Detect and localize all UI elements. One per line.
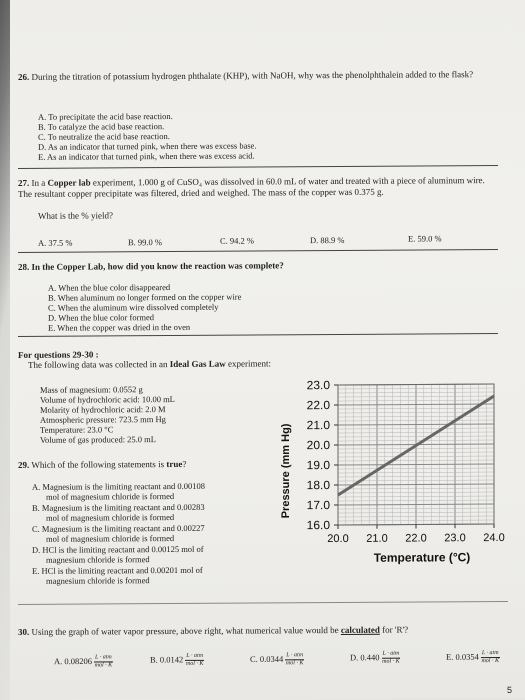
y-tick-label: 19.0 [306,458,330,473]
option-line-1: Magnesium is the limiting reactant and 0.00108 [42,480,206,492]
option-letter: A. [54,656,65,667]
question-28 [18,259,493,272]
option-b[interactable]: B. When aluminum no longer formed on the copper wire [48,291,242,303]
option-d[interactable] [32,544,204,565]
intro-bold: Ideal Gas Law [169,358,226,370]
option-line-2: magnesium chloride is formed [46,575,150,586]
y-axis-title: Pressure (mm Hg) [280,423,292,519]
data-volume-hcl: Volume of hydrochloric acid: 10.00 mL [40,393,175,405]
option-letter: C. [32,523,40,534]
option-value: 0.0354 [455,651,479,662]
option-letter: B. [32,502,40,513]
y-tick-label: 16.0 [306,518,330,533]
y-tick-label: 21.0 [306,418,330,433]
question-text-bold: Copper lab [47,177,91,188]
option-d[interactable]: D. As an indicator that turned pink, when there was excess base. [38,140,257,152]
option-value: 0.440 [360,652,380,663]
intro-rest: experiment: [227,358,271,369]
exam-page [10,0,525,700]
question-text-rest: for 'R'? [382,624,409,635]
option-e[interactable]: E. When the copper was dried in the oven [48,321,191,333]
question-text-prefix: In the [31,261,55,272]
x-tick-label: 21.0 [366,532,388,545]
y-tick-label: 20.0 [306,438,330,453]
question-text-prefix: Which of the following statements is [31,459,165,470]
question-number: 28. [18,261,30,272]
option-line-2: magnesium chloride is formed [46,554,150,565]
option-letter: E. [32,565,40,576]
option-letter: D. [350,652,361,663]
option-e[interactable] [446,650,500,665]
option-c[interactable] [32,523,205,544]
option-letter: D. [32,544,41,555]
data-pressure: Atmospheric pressure: 723.5 mm Hg [40,414,166,425]
unit-fraction [481,650,500,665]
unit-numerator: L · atm [481,650,500,658]
option-c[interactable] [250,652,304,667]
option-line-2: mol of magnesium chloride is formed [46,532,175,544]
unit-numerator: L · atm [94,654,113,662]
option-letter: C. [250,653,260,664]
vapor-pressure-chart [294,372,524,573]
question-text-bold: true [166,458,183,470]
data-temperature: Temperature: 23.0 °C [40,424,114,435]
option-a[interactable]: A. When the blue color disappeared [48,282,171,293]
question-text-prefix: In a [31,177,46,188]
option-b[interactable]: B. To catalyze the acid base reaction. [38,121,165,132]
option-letter: E. [446,651,456,662]
y-tick-label: 17.0 [306,498,330,513]
option-c[interactable]: C. 94.2 % [220,235,254,246]
data-molarity: Molarity of hydrochloric acid: 2.0 M [40,404,166,415]
option-line-1: Magnesium is the limiting reactant and 0.00227 [41,522,205,534]
question-number: 29. [18,459,30,470]
option-b[interactable] [150,653,204,668]
y-tick-label: 18.0 [306,478,330,493]
unit-fraction [285,652,304,667]
data-mass: Mass of magnesium: 0.0552 g [40,384,143,395]
option-c[interactable]: C. To neutralize the acid base reaction. [38,131,170,142]
section-intro [28,357,488,370]
y-tick-label: 23.0 [306,378,330,393]
question-text: During the titration of potassium hydrogen phthalate (KHP), with NaOH, why was the phenolphthalein added to the flask? [31,69,474,82]
unit-numerator: L · atm [185,653,204,661]
unit-denominator: mol · K [285,660,304,667]
question-27-prompt: What is the % yield? [38,210,113,221]
option-e[interactable]: E. As an indicator that turned pink, when there was excess acid. [38,150,255,162]
option-a[interactable] [32,481,205,502]
divider [18,249,498,253]
x-tick-label: 23.0 [444,532,466,545]
unit-denominator: mol · K [481,657,499,664]
unit-denominator: mol · K [382,658,400,665]
option-line-1: Magnesium is the limiting reactant and 0.00283 [41,501,205,513]
question-30 [18,624,513,638]
option-e[interactable]: E. 59.0 % [408,233,442,244]
question-text-rest: experiment, 1.000 g of CuSO₄ was dissolved in 60.0 mL of water and treated with a piece of aluminum wire. The resultant copper precipitate was filtered, dried and weighed. The mass of the copper was 0.375 g. [18,175,485,199]
option-a[interactable]: A. 37.5 % [38,237,73,248]
question-text-rest: , how did you know the reaction was complete? [103,260,284,272]
option-e[interactable] [32,565,203,586]
option-a[interactable] [54,654,113,669]
option-value: 0.0344 [259,653,284,664]
question-number: 26. [18,71,30,82]
question-text-bold: calculated [340,624,380,635]
option-line-2: mol of magnesium chloride is formed [46,490,175,502]
x-tick-label: 24.0 [483,531,505,545]
page-number: 5 [507,684,513,695]
intro-prefix: The following data was collected in an [28,359,168,370]
divider [18,601,508,605]
unit-fraction [185,653,204,668]
question-number: 30. [18,626,30,637]
divider [18,165,498,169]
question-text-bold: Copper Lab [56,261,104,272]
option-line-2: mol of magnesium chloride is formed [46,511,175,523]
question-text-prefix: Using the graph of water vapor pressure, above right, what numerical value would be [31,624,339,637]
option-value: 0.0142 [159,654,184,665]
x-axis-title: Temperature (°C) [373,550,471,565]
option-b[interactable] [32,502,205,523]
question-number: 27. [18,177,30,188]
unit-numerator: L · atm [285,652,304,660]
x-tick-label: 22.0 [405,532,427,545]
option-b[interactable]: B. 99.0 % [128,237,162,248]
x-tick-label: 20.0 [327,532,349,546]
option-letter: A. [32,481,41,492]
option-value: 0.08206 [64,655,93,667]
option-d[interactable]: D. 88.9 % [310,234,345,246]
section-heading: For questions 29-30 : [18,349,99,360]
option-line-1: HCl is the limiting reactant and 0.00125 mol of [42,543,204,555]
y-tick-label: 22.0 [306,398,330,413]
question-27 [18,175,493,199]
option-line-1: HCl is the limiting reactant and 0.00201 mol of [41,564,203,576]
question-26 [18,69,488,82]
unit-numerator: L · atm [382,651,401,659]
question-29 [18,458,268,470]
option-d[interactable] [350,651,400,666]
option-letter: B. [150,654,160,665]
option-c[interactable]: C. When the aluminum wire dissolved completely [48,301,219,313]
unit-fraction [382,651,401,666]
option-d[interactable]: D. When the blue color formed [48,312,155,323]
divider [18,333,498,337]
unit-fraction [94,654,113,669]
data-volume-gas: Volume of gas produced: 25.0 mL [40,434,156,445]
unit-denominator: mol · K [185,661,204,668]
question-text-rest: ? [182,458,187,469]
unit-denominator: mol · K [94,662,113,669]
option-a[interactable]: A. To precipitate the acid base reaction. [38,111,173,122]
